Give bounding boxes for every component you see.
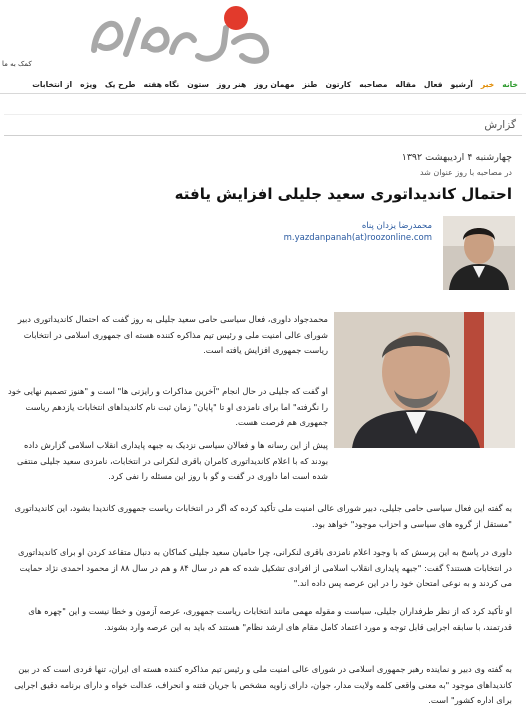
author-name-link[interactable]: محمدرضا یزدان پناه [361,221,432,231]
nav-item-14[interactable]: از انتخابات [32,80,73,89]
article-paragraph: او گفت که جلیلی در حال انجام "آخرین مذاکرات و رایزنی ها" است و "هنوز تصمیم نهایی خود را نگرفته" اما برای نامزدی او تا "پایان" زمان ثبت نام کاندیداهای انتخابات یازدهم ریاست جمهوری هم فرصت هست. [8,386,328,427]
nav-item-12[interactable]: طرح یک [104,80,136,89]
author-photo [443,216,515,290]
article-headline: احتمال کاندیداتوری سعید جلیلی افزایش یافته [174,185,512,203]
article-paragraph: محمدجواد داوری، فعال سیاسی حامی سعید جلیلی به روز گفت که احتمال کاندیداتوری دبیر شورای عالی امنیت ملی و رئیس تیم مذاکره کننده هسته ای جمهوری اسلامی در انتخابات ریاست جمهوری افزایش یافته است. [17,314,328,355]
nav-item-3[interactable]: فعال [423,80,443,89]
nav-item-10[interactable]: ستون [187,80,210,89]
main-nav [0,76,526,94]
site-logo[interactable] [86,2,276,72]
article-paragraph: به گفته این فعال سیاسی حامی جلیلی، دبیر شورای عالی امنیت ملی تأکید کرده که اگر در انتخابات ریاست جمهوری کاندیدا بشود، این کاندیداتوری "مستقل از گروه های سیاسی و احزاب موجود" خواهد بود. [14,503,512,529]
nav-item-7[interactable]: طنز [302,80,318,89]
article-portrait-icon [334,312,515,448]
author-portrait-icon [443,216,515,290]
author-email-link[interactable]: m.yazdanpanah(at)roozonline.com [283,233,432,243]
nav-item-13[interactable]: ویژه [80,80,97,89]
nav-item-11[interactable]: نگاه هفته [143,80,180,89]
nav-item-9[interactable]: هنر روز [217,80,247,89]
article-paragraph: پیش از این رسانه ها و فعالان سیاسی نزدیک به جبهه پایداری انقلاب اسلامی گزارش داده بودند که با اعلام کاندیداتوری کامران باقری لنکرانی در انتخابات، نامزدی سعید جلیلی منتفی شده است اما داوری در گفت و گو با روز این مسئله را نفی کرد. [16,440,328,481]
section-label: گزارش [484,119,516,131]
article-subhead: در مصاحبه با روز عنوان شد [419,168,512,177]
article-photo [334,312,515,448]
help-link[interactable]: کمک به ما [2,60,32,68]
nav-item-8[interactable]: مهمان روز [254,80,295,89]
nav-item-1[interactable]: خبر [480,80,495,89]
nav-item-6[interactable]: کارتون [325,80,352,89]
rooz-logo-icon [86,2,276,72]
article-paragraph: او تأکید کرد که از نظر طرفداران جلیلی، سیاست و مقوله مهمی مانند انتخابات ریاست جمهوری، عرصه آزمون و خطا نیست و این "چهره های قدرتمند، با سابقه اجرایی قابل توجه و مورد اعتماد کامل مقام های ارشد نظام" هستند که باید به این عرصه وارد بشوند. [28,606,512,632]
article-paragraph: داوری در پاسخ به این پرسش که با وجود اعلام نامزدی باقری لنکرانی، چرا حامیان سعید جلیلی کماکان به دنبال متقاعد کردن او برای کاندیداتوری در انتخابات هستند؟ گفت: "جبهه پایداری انقلاب اسلامی از افرادی تشکیل شده که هم در سال ۸۴ و هم در سال ۸۸ از محمود احمدی نژاد حمایت می کردند و به نوعی امتحان خود را در این عرصه پس داده اند." [17,547,512,588]
article-paragraph: به گفته وی دبیر و نماینده رهبر جمهوری اسلامی در شورای عالی امنیت ملی و رئیس تیم مذاکره کننده هسته ای ایران، تنها فردی است که در بین کاندیداهای موجود "به معنی واقعی کلمه ولایت مدار، جوان، دارای زاویه مشخص با جریان فتنه و انحراف، عدالت خواه و دارای برنامه دقیق اجرایی برای اداره کشور" است. [14,664,512,705]
nav-item-2[interactable]: آرشیو [450,80,473,89]
nav-item-0[interactable]: خانه [502,80,518,89]
section-bar [4,114,522,136]
nav-item-4[interactable]: مقاله [395,80,416,89]
article-date: چهارشنبه ۴ اردیبهشت ۱۳۹۲ [401,152,512,163]
nav-item-5[interactable]: مصاحبه [359,80,388,89]
